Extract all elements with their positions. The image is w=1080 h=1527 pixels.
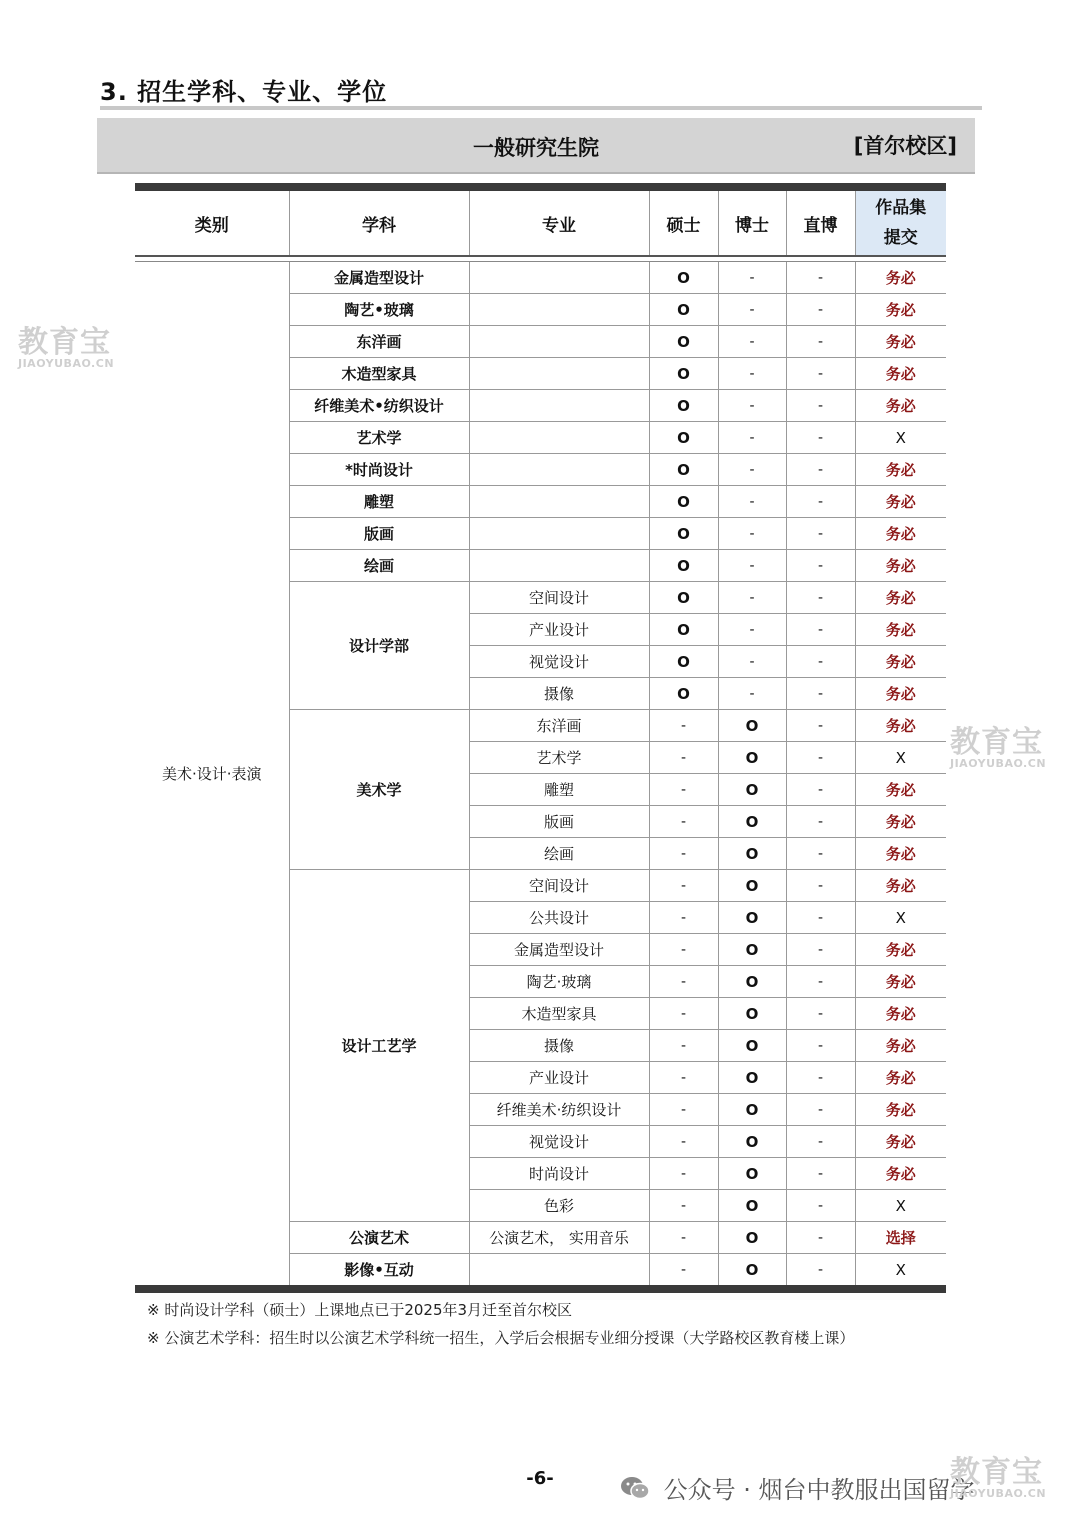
doctor-cell: O — [718, 1094, 786, 1126]
major-cell: 视觉设计 — [469, 646, 649, 678]
portfolio-cell: 务必 — [855, 774, 946, 806]
page-number: -6- — [526, 1468, 554, 1489]
integrated-cell: - — [786, 934, 855, 966]
major-cell — [469, 486, 649, 518]
doctor-cell: O — [718, 1158, 786, 1190]
master-cell: O — [649, 294, 718, 326]
portfolio-cell: 务必 — [855, 838, 946, 870]
doctor-cell: O — [718, 966, 786, 998]
footer-brand — [620, 1470, 975, 1507]
portfolio-cell: X — [855, 902, 946, 934]
integrated-cell: - — [786, 870, 855, 902]
header-subject: 学科 — [289, 191, 469, 256]
doctor-cell: O — [718, 838, 786, 870]
integrated-cell: - — [786, 998, 855, 1030]
integrated-cell: - — [786, 966, 855, 998]
portfolio-cell: 务必 — [855, 998, 946, 1030]
doctor-cell: O — [718, 870, 786, 902]
major-cell: 摄像 — [469, 678, 649, 710]
master-cell: - — [649, 1158, 718, 1190]
header-doctor: 博士 — [718, 191, 786, 256]
master-cell: O — [649, 550, 718, 582]
subject-cell: 雕塑 — [289, 486, 469, 518]
watermark-right — [950, 725, 1047, 770]
watermark-bottom — [950, 1455, 1047, 1500]
doctor-cell: O — [718, 806, 786, 838]
doctor-cell: O — [718, 902, 786, 934]
portfolio-cell: 务必 — [855, 1062, 946, 1094]
portfolio-cell: 务必 — [855, 294, 946, 326]
master-cell: O — [649, 486, 718, 518]
doctor-cell: O — [718, 1062, 786, 1094]
major-cell: 视觉设计 — [469, 1126, 649, 1158]
portfolio-cell: 务必 — [855, 870, 946, 902]
subject-cell: 金属造型设计 — [289, 262, 469, 294]
integrated-cell: - — [786, 1254, 855, 1286]
portfolio-cell: 务必 — [855, 678, 946, 710]
major-cell — [469, 454, 649, 486]
portfolio-cell: 务必 — [855, 646, 946, 678]
major-cell: 产业设计 — [469, 614, 649, 646]
portfolio-cell: 务必 — [855, 966, 946, 998]
header-portfolio-line1: 作品集 — [875, 198, 927, 218]
subject-cell: 东洋画 — [289, 326, 469, 358]
master-cell: O — [649, 454, 718, 486]
major-cell: 空间设计 — [469, 870, 649, 902]
watermark-domain: JIAOYUBAO.CN — [950, 757, 1047, 770]
table-body — [135, 262, 946, 1286]
doctor-cell: - — [718, 422, 786, 454]
major-cell — [469, 1254, 649, 1286]
subject-cell: 美术学 — [289, 710, 469, 870]
major-cell: 纤维美术·纺织设计 — [469, 1094, 649, 1126]
integrated-cell: - — [786, 1126, 855, 1158]
integrated-cell: - — [786, 838, 855, 870]
banner-campus: [首尔校区] — [853, 134, 957, 158]
master-cell: - — [649, 966, 718, 998]
table-top-bar — [135, 183, 946, 191]
master-cell: - — [649, 998, 718, 1030]
header-portfolio-line2: 提交 — [883, 228, 918, 248]
section-title: 3. 招生学科、专业、学位 — [100, 78, 388, 106]
integrated-cell: - — [786, 262, 855, 294]
integrated-cell: - — [786, 1094, 855, 1126]
integrated-cell: - — [786, 806, 855, 838]
integrated-cell: - — [786, 454, 855, 486]
doctor-cell: - — [718, 486, 786, 518]
table-header-row — [135, 191, 946, 256]
header-portfolio — [855, 191, 946, 256]
major-cell — [469, 294, 649, 326]
master-cell: - — [649, 1030, 718, 1062]
portfolio-cell: 选择 — [855, 1222, 946, 1254]
major-cell: 公共设计 — [469, 902, 649, 934]
major-cell — [469, 422, 649, 454]
master-cell: - — [649, 806, 718, 838]
master-cell: - — [649, 934, 718, 966]
master-cell: O — [649, 358, 718, 390]
integrated-cell: - — [786, 614, 855, 646]
subject-cell: 公演艺术 — [289, 1222, 469, 1254]
header-major: 专业 — [469, 191, 649, 256]
header-category: 类别 — [135, 191, 289, 256]
watermark-text: 教育宝 — [950, 1455, 1043, 1490]
master-cell: O — [649, 518, 718, 550]
doctor-cell: O — [718, 774, 786, 806]
doctor-cell: O — [718, 1254, 786, 1286]
doctor-cell: - — [718, 614, 786, 646]
major-cell: 产业设计 — [469, 1062, 649, 1094]
banner-title: 一般研究生院 — [473, 136, 599, 160]
integrated-cell: - — [786, 1030, 855, 1062]
portfolio-cell: 务必 — [855, 1030, 946, 1062]
master-cell: - — [649, 1254, 718, 1286]
portfolio-cell: 务必 — [855, 486, 946, 518]
integrated-cell: - — [786, 1062, 855, 1094]
major-cell — [469, 518, 649, 550]
doctor-cell: - — [718, 294, 786, 326]
doctor-cell: - — [718, 326, 786, 358]
master-cell: - — [649, 742, 718, 774]
doctor-cell: O — [718, 1126, 786, 1158]
category-cell: 美术·设计·表演 — [135, 262, 289, 1286]
integrated-cell: - — [786, 390, 855, 422]
watermark-domain: JIAOYUBAO.CN — [18, 357, 115, 370]
master-cell: O — [649, 646, 718, 678]
integrated-cell: - — [786, 1158, 855, 1190]
subject-cell: 木造型家具 — [289, 358, 469, 390]
portfolio-cell: 务必 — [855, 1094, 946, 1126]
integrated-cell: - — [786, 326, 855, 358]
subject-cell: *时尚设计 — [289, 454, 469, 486]
integrated-cell: - — [786, 902, 855, 934]
major-cell: 色彩 — [469, 1190, 649, 1222]
major-cell: 摄像 — [469, 1030, 649, 1062]
integrated-cell: - — [786, 742, 855, 774]
major-cell: 公演艺术， 实用音乐 — [469, 1222, 649, 1254]
integrated-cell: - — [786, 774, 855, 806]
major-cell: 时尚设计 — [469, 1158, 649, 1190]
major-cell: 艺术学 — [469, 742, 649, 774]
portfolio-cell: 务必 — [855, 518, 946, 550]
doctor-cell: - — [718, 678, 786, 710]
watermark-text: 教育宝 — [950, 725, 1043, 760]
doctor-cell: - — [718, 454, 786, 486]
master-cell: O — [649, 614, 718, 646]
major-cell: 木造型家具 — [469, 998, 649, 1030]
master-cell: - — [649, 1062, 718, 1094]
subject-cell: 设计工艺学 — [289, 870, 469, 1222]
integrated-cell: - — [786, 486, 855, 518]
major-cell: 版画 — [469, 806, 649, 838]
portfolio-cell: 务必 — [855, 454, 946, 486]
subject-cell: 影像•互动 — [289, 1254, 469, 1286]
portfolio-cell: 务必 — [855, 582, 946, 614]
doctor-cell: - — [718, 518, 786, 550]
major-cell: 绘画 — [469, 838, 649, 870]
portfolio-cell: X — [855, 1190, 946, 1222]
doctor-cell: O — [718, 934, 786, 966]
title-divider — [100, 106, 982, 110]
portfolio-cell: 务必 — [855, 710, 946, 742]
integrated-cell: - — [786, 678, 855, 710]
wechat-icon — [620, 1475, 650, 1507]
master-cell: O — [649, 582, 718, 614]
portfolio-cell: X — [855, 422, 946, 454]
master-cell: O — [649, 390, 718, 422]
doctor-cell: - — [718, 262, 786, 294]
integrated-cell: - — [786, 646, 855, 678]
portfolio-cell: X — [895, 1260, 906, 1279]
master-cell: O — [649, 262, 718, 294]
subject-cell: 版画 — [289, 518, 469, 550]
subject-cell: 绘画 — [289, 550, 469, 582]
note-performing-arts: ※ 公演艺术学科：招生时以公演艺术学科统一招生，入学后会根据专业细分授课（大学路校区教育楼上课） — [147, 1329, 855, 1347]
doctor-cell: O — [718, 1190, 786, 1222]
integrated-cell: - — [786, 1190, 855, 1222]
portfolio-cell: 务必 — [855, 1126, 946, 1158]
integrated-cell: - — [786, 422, 855, 454]
integrated-cell: - — [786, 518, 855, 550]
watermark-domain: JIAOYUBAO.CN — [950, 1487, 1047, 1500]
subject-cell: 艺术学 — [289, 422, 469, 454]
integrated-cell: - — [786, 294, 855, 326]
master-cell: - — [649, 838, 718, 870]
portfolio-cell: X — [855, 742, 946, 774]
integrated-cell: - — [786, 358, 855, 390]
integrated-cell: - — [786, 1222, 855, 1254]
portfolio-cell: 务必 — [855, 934, 946, 966]
doctor-cell: - — [718, 550, 786, 582]
portfolio-cell: 务必 — [855, 550, 946, 582]
master-cell: - — [649, 1126, 718, 1158]
watermark-text: 教育宝 — [18, 325, 111, 360]
major-cell: 东洋画 — [469, 710, 649, 742]
major-cell: 金属造型设计 — [469, 934, 649, 966]
master-cell: O — [649, 678, 718, 710]
master-cell: - — [649, 870, 718, 902]
master-cell: - — [649, 902, 718, 934]
doctor-cell: O — [718, 742, 786, 774]
integrated-cell: - — [786, 550, 855, 582]
portfolio-cell: 务必 — [855, 614, 946, 646]
major-cell — [469, 358, 649, 390]
subject-cell: 纤维美术•纺织设计 — [289, 390, 469, 422]
major-cell: 雕塑 — [469, 774, 649, 806]
doctor-cell: O — [718, 710, 786, 742]
major-cell: 陶艺·玻璃 — [469, 966, 649, 998]
table-row — [135, 262, 946, 294]
major-cell — [469, 262, 649, 294]
doctor-cell: - — [718, 582, 786, 614]
major-cell: 空间设计 — [469, 582, 649, 614]
major-cell — [469, 326, 649, 358]
graduate-school-banner — [97, 118, 975, 174]
integrated-cell: - — [786, 582, 855, 614]
portfolio-cell: 务必 — [855, 358, 946, 390]
major-cell — [469, 550, 649, 582]
subject-cell: 陶艺•玻璃 — [289, 294, 469, 326]
master-cell: O — [649, 422, 718, 454]
master-cell: - — [649, 774, 718, 806]
header-integrated: 直博 — [786, 191, 855, 256]
master-cell: - — [649, 1190, 718, 1222]
portfolio-cell: 务必 — [855, 326, 946, 358]
footer-brand-text: 公众号 · 烟台中教服出国留学 — [663, 1476, 975, 1504]
portfolio-cell: 务必 — [855, 1158, 946, 1190]
integrated-cell: - — [786, 710, 855, 742]
portfolio-cell: 务必 — [855, 390, 946, 422]
subject-cell: 设计学部 — [289, 582, 469, 710]
major-cell — [469, 390, 649, 422]
doctor-cell: O — [718, 1030, 786, 1062]
portfolio-cell: 务必 — [855, 262, 946, 294]
note-fashion-design: ※ 时尚设计学科（硕士）上课地点已于2025年3月迁至首尔校区 — [147, 1301, 573, 1319]
master-cell: - — [649, 1094, 718, 1126]
table-bottom-bar — [135, 1285, 946, 1293]
portfolio-cell: 务必 — [855, 806, 946, 838]
doctor-cell: - — [718, 390, 786, 422]
master-cell: - — [649, 710, 718, 742]
header-master: 硕士 — [649, 191, 718, 256]
program-table — [135, 183, 946, 1293]
doctor-cell: O — [718, 998, 786, 1030]
doctor-cell: - — [718, 358, 786, 390]
master-cell: O — [649, 326, 718, 358]
doctor-cell: - — [718, 646, 786, 678]
master-cell: - — [649, 1222, 718, 1254]
watermark-left — [18, 325, 115, 370]
doctor-cell: O — [718, 1222, 786, 1254]
